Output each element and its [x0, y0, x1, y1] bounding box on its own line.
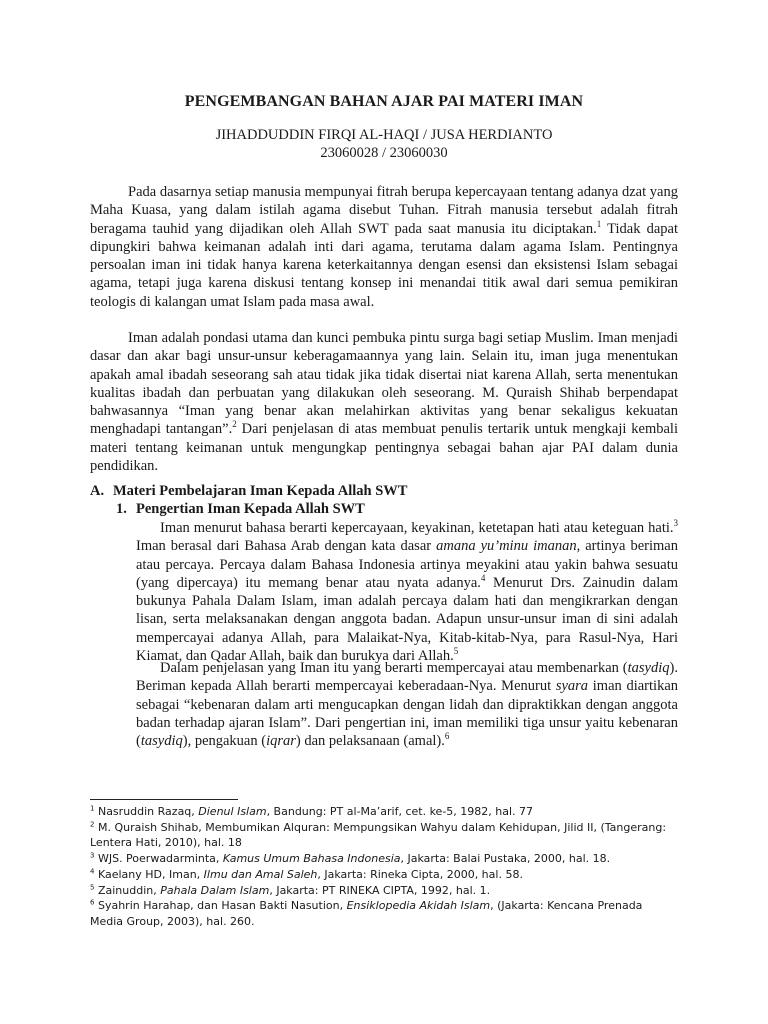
- footnote-ref: 2: [232, 419, 237, 430]
- footnote-ref: 1: [596, 218, 602, 229]
- subsection-label: 1.: [116, 501, 127, 517]
- intro-paragraph-2: [90, 329, 678, 475]
- section-label: A.: [90, 483, 105, 499]
- italic-term: syara: [555, 678, 589, 695]
- subsection-paragraph-2: [136, 659, 678, 750]
- text: Nasruddin Razaq,: [94, 805, 199, 818]
- footnote-number: 3: [90, 851, 95, 860]
- italic-title: Dienul Islam: [198, 805, 267, 818]
- document-title: PENGEMBANGAN BAHAN AJAR PAI MATERI IMAN: [184, 93, 584, 110]
- student-ids: 23060028 / 23060030: [320, 145, 448, 161]
- footnote-ref: 4: [480, 573, 486, 584]
- footnotes: [90, 804, 678, 930]
- text: ). Beriman kepada Allah berarti mempercayai keberadaan-Nya. Menurut: [136, 660, 678, 695]
- text: , Jakarta: PT RINEKA CIPTA, 1992, hal. 1.: [269, 883, 491, 897]
- text: , artinya beriman atau percaya. Percaya dalam Bahasa Indonesia artinya meyakini atau yakin bahwa sesuatu (yang dipercaya) itu memang benar atau nyata adanya.: [136, 538, 678, 591]
- author-block: [90, 126, 678, 162]
- text: Kaelany HD, Iman,: [94, 867, 204, 881]
- text: Pada dasarnya setiap manusia mempunyai fitrah berupa kepercayaan tentang adanya dzat yang Maha Kuasa, yang dalam istilah agama disebut Tuhan. Fitrah manusia tersebut adalah fitrah beragama tauhid yang dijadikan oleh Allah SWT pada saat manusia itu diciptakan.: [90, 184, 678, 237]
- section-title: Materi Pembelajaran Iman Kepada Allah SWT: [113, 483, 408, 499]
- footnote-number: 2: [90, 820, 95, 829]
- section-heading-a: [90, 483, 407, 500]
- subsection-paragraph-1: [136, 519, 678, 665]
- footnote-number: 4: [90, 867, 95, 876]
- text: , (Jakarta: Kencana Prenada Media Group, 2003), hal. 260.: [90, 899, 643, 928]
- text: Dari penjelasan di atas membuat penulis tertarik untuk mengkaji kembali materi tentang keimanan untuk mengungkap pentingnya sebagai bahan ajar PAI dalam dunia pendidikan.: [90, 421, 678, 475]
- text: M. Quraish Shihab, Membumikan Alquran: Mempungsikan Wahyu dalam Kehidupan, Jilid II, (Tangerang: Lentera Hati, 2010), hal. 18: [90, 820, 667, 850]
- italic-term: iqrar: [266, 733, 296, 750]
- text: ), pengakuan (: [182, 733, 267, 750]
- italic-title: Ilmu dan Amal Saleh: [203, 867, 318, 881]
- footnote-3: [90, 851, 678, 867]
- text: Menurut Drs. Zainudin dalam bukunya Pahala Dalam Islam, iman adalah percaya dalam hati dan mengikrarkan dengan lisan, serta melaksanakan dengan anggota badan. Adapun unsur-unsur iman di sini adalah mempercayai adanya Allah, para Malaikat-Nya, Kitab-kitab-Nya, para Rasul-Nya, Hari Kiamat, dan Qadar Allah, baik dan burukya dari Allah.: [136, 574, 678, 665]
- text: ) dan pelaksanaan (amal).: [295, 733, 445, 750]
- text: , Bandung: PT al-Ma’arif, cet. ke-5, 1982, hal. 77: [266, 805, 534, 818]
- text: WJS. Poerwadarminta,: [94, 852, 223, 866]
- text: Zainuddin,: [94, 883, 161, 897]
- text: iman diartikan sebagai “kebenaran dalam arti mengucapkan dengan lidah dan dipraktikkan dengan anggota badan terhadap ajaran Islam”. Dari pengertian ini, iman memiliki tiga unsur yaitu kebenaran (: [136, 678, 679, 750]
- footnote-5: [90, 883, 678, 899]
- text: Tidak dapat dipungkiri bahwa keimanan adalah inti dari agama, terutama dalam agama Islam. Pentingnya persoalan iman ini tidak hanya karena keterkaitannya dengan esensi dan eksistensi Islam sebagai agama, tetapi juga karena diskusi tentang konsep ini menandai titik awal dari semua pemikiran teologis di kalangan umat Islam pada masa awal.: [90, 220, 678, 310]
- italic-title: Ensiklopedia Akidah Islam: [346, 899, 491, 913]
- text: Syahrin Harahap, dan Hasan Bakti Nasution,: [94, 899, 347, 913]
- italic-title: Pahala Dalam Islam: [160, 883, 270, 897]
- text: , Jakarta: Rineka Cipta, 2000, hal. 58.: [317, 867, 523, 881]
- italic-term: amana yu’minu imanan: [436, 538, 577, 555]
- italic-term: tasydiq: [140, 733, 183, 750]
- text: Dalam penjelasan yang Iman itu yang berarti mempercayai atau membenarkan (: [160, 660, 628, 676]
- footnote-ref: 3: [673, 518, 678, 529]
- intro-paragraph-1: [90, 183, 678, 311]
- italic-term: tasydiq: [627, 660, 670, 676]
- subsection-heading-1: [116, 501, 365, 518]
- text: Iman menurut bahasa berarti kepercayaan, keyakinan, ketetapan hati atau keteguan hati.: [160, 520, 674, 536]
- footnote-ref: 5: [453, 646, 459, 657]
- italic-title: Kamus Umum Bahasa Indonesia: [222, 852, 401, 866]
- footnote-4: [90, 867, 678, 883]
- footnote-2: [90, 820, 678, 851]
- footnote-separator: [90, 799, 238, 800]
- footnote-ref: 6: [444, 731, 450, 742]
- subsection-title: Pengertian Iman Kepada Allah SWT: [136, 501, 365, 517]
- text: , Jakarta: Balai Pustaka, 2000, hal. 18.: [400, 852, 611, 866]
- footnote-number: 5: [90, 882, 95, 891]
- footnote-6: [90, 898, 678, 929]
- footnote-1: [90, 804, 678, 820]
- author-names: JIHADDUDDIN FIRQI AL-HAQI / JUSA HERDIANTO: [215, 127, 553, 143]
- footnote-number: 1: [90, 804, 95, 813]
- text: Iman berasal dari Bahasa Arab dengan kata dasar: [136, 538, 437, 555]
- footnote-number: 6: [90, 898, 95, 907]
- text: Iman adalah pondasi utama dan kunci pembuka pintu surga bagi setiap Muslim. Iman menjadi dasar dan akar bagi unsur-unsur keberagamaannya yang lain. Selain itu, iman juga menentukan apakah amal ibadah seseorang sah atau tidak jika tidak disertai niat karena Allah, serta menentukan kualitas ibadah dan perbuatan yang dilakukan oleh seseorang. M. Quraish Shihab berpendapat bahwasannya “Iman yang benar akan melahirkan aktivitas yang benar sekaligus kekuatan menghadapi tantangan”.: [90, 330, 678, 438]
